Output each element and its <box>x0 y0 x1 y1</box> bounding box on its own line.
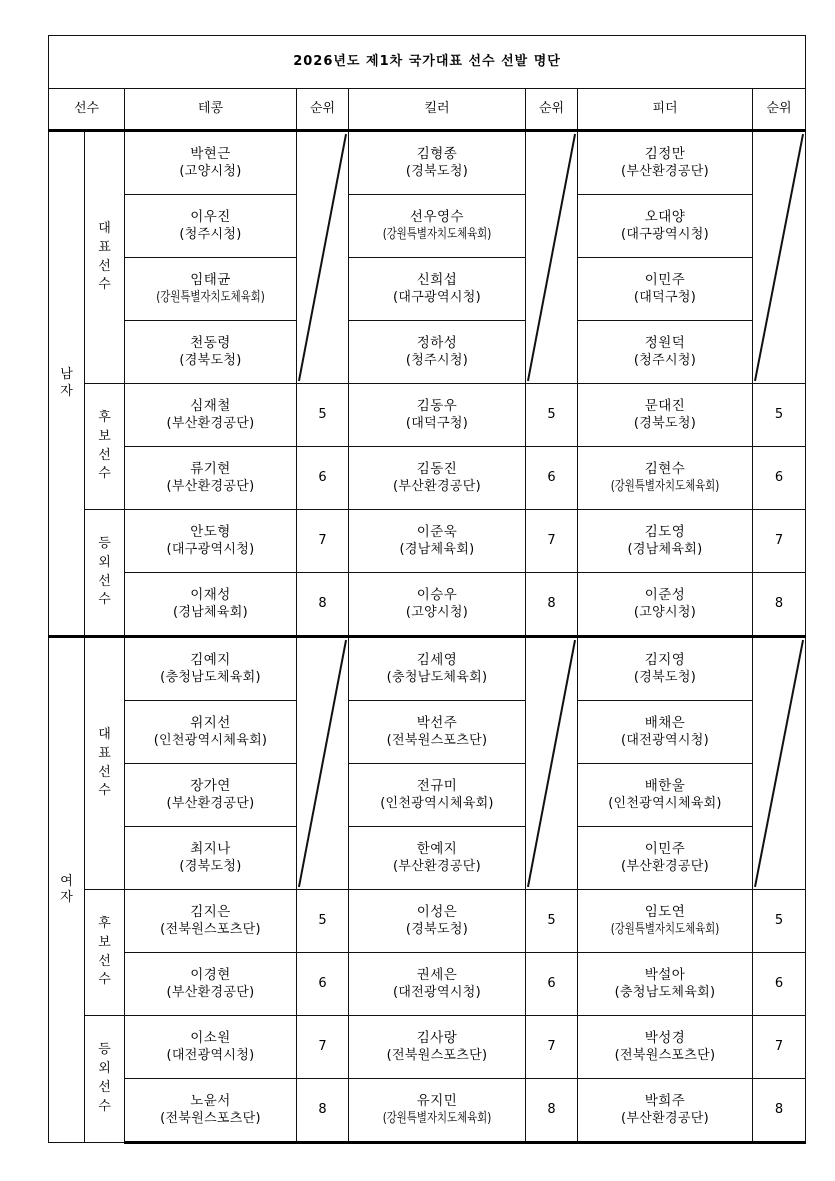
killer-player-org: (대구광역시청) <box>393 290 481 306</box>
feeder-player-name: 배채은 <box>644 715 686 732</box>
feeder-player-org: (부산환경공단) <box>621 1111 709 1127</box>
tekong-player-org: (경북도청) <box>179 353 242 369</box>
vertical-char: 수 <box>98 592 111 608</box>
feeder-player-org: (경북도청) <box>633 670 697 686</box>
tekong-player-name: 이소원 <box>190 1030 231 1047</box>
feeder-player-org: (청주시청) <box>633 353 697 369</box>
vertical-char: 선 <box>98 258 111 274</box>
gender-label-male <box>49 131 85 637</box>
diagonal-strike-icon <box>753 132 805 383</box>
feeder-player-name: 김지영 <box>644 652 686 669</box>
killer-player-name: 권세은 <box>416 967 458 984</box>
tekong-player-org: (대구광역시청) <box>166 542 255 558</box>
vertical-char: 등 <box>98 1042 111 1058</box>
killer-player-cell <box>349 573 526 637</box>
vertical-char: 수 <box>98 783 111 799</box>
table-row <box>49 1079 806 1143</box>
feeder-player-name: 박희주 <box>644 1093 686 1110</box>
group-label <box>85 1016 125 1143</box>
diagonal-strike-icon <box>526 638 577 889</box>
rank-3-empty <box>753 637 806 890</box>
tekong-player-cell <box>125 131 297 195</box>
rank-2: 8 <box>526 573 578 637</box>
group-label-text <box>85 1041 124 1116</box>
tekong-player-name: 이경현 <box>190 967 231 984</box>
tekong-player-org: (청주시청) <box>179 227 242 243</box>
tekong-player-org: (대전광역시청) <box>166 1048 255 1064</box>
feeder-player-org: (대덕구청) <box>633 290 697 306</box>
feeder-player-cell <box>578 701 753 764</box>
feeder-player-org: (경남체육회) <box>627 542 703 558</box>
killer-player-cell <box>349 827 526 890</box>
gender-label-text <box>49 874 84 907</box>
killer-player-name: 박선주 <box>416 715 458 732</box>
killer-player-name: 김형종 <box>416 146 458 163</box>
rank-1: 5 <box>297 890 349 953</box>
table-row <box>49 764 806 827</box>
table-row <box>49 447 806 510</box>
feeder-player-name: 문대진 <box>644 398 686 415</box>
killer-player-name: 이성은 <box>416 904 458 921</box>
vertical-char: 선 <box>98 573 111 589</box>
vertical-char: 표 <box>98 239 111 255</box>
tekong-player-org: (부산환경공단) <box>166 479 255 495</box>
killer-player-org: (인천광역시체육회) <box>380 796 494 812</box>
tekong-player-cell <box>125 637 297 701</box>
killer-player-cell <box>349 637 526 701</box>
rank-2: 5 <box>526 890 578 953</box>
killer-player-org: (전북원스포츠단) <box>386 733 488 749</box>
feeder-player-org: (강원특별자치도체육회) <box>610 479 720 495</box>
rank-3: 7 <box>753 1016 806 1079</box>
feeder-player-org: (강원특별자치도체육회) <box>610 922 720 938</box>
diagonal-strike-icon <box>753 638 805 889</box>
header-rank-1: 순위 <box>297 89 349 131</box>
table-row <box>49 827 806 890</box>
tekong-player-cell <box>125 258 297 321</box>
killer-player-cell <box>349 701 526 764</box>
group-label <box>85 384 125 510</box>
header-row <box>49 89 806 131</box>
tekong-player-org: (강원특별자치도체육회) <box>156 290 265 306</box>
vertical-char: 자 <box>60 383 73 399</box>
feeder-player-name: 김정만 <box>644 146 686 163</box>
rank-3-empty <box>753 131 806 384</box>
tekong-player-cell <box>125 384 297 447</box>
tekong-player-name: 노윤서 <box>190 1093 231 1110</box>
killer-player-org: (경북도청) <box>405 922 469 938</box>
killer-player-org: (대전광역시청) <box>393 985 481 1001</box>
rank-3: 5 <box>753 384 806 447</box>
tekong-player-org: (경남체육회) <box>172 605 249 621</box>
killer-player-org: (충청남도체육회) <box>386 670 488 686</box>
group-label <box>85 637 125 890</box>
vertical-char: 대 <box>98 726 111 742</box>
page-title: 2026년도 제1차 국가대표 선수 선발 명단 <box>49 36 806 89</box>
vertical-char: 후 <box>98 409 111 425</box>
group-label-text <box>85 409 124 484</box>
rank-3: 6 <box>753 447 806 510</box>
killer-player-org: (전북원스포츠단) <box>386 1048 488 1064</box>
group-label-text <box>85 220 124 295</box>
group-label-text <box>85 726 124 801</box>
feeder-player-name: 김현수 <box>644 461 686 478</box>
tekong-player-name: 이재성 <box>190 587 231 604</box>
killer-player-name: 선우영수 <box>409 209 465 226</box>
diagonal-strike-icon <box>297 638 348 889</box>
rank-1: 8 <box>297 573 349 637</box>
tekong-player-cell <box>125 1016 297 1079</box>
killer-player-name: 한예지 <box>416 841 458 858</box>
tekong-player-org: (부산환경공단) <box>166 796 255 812</box>
killer-player-cell <box>349 1016 526 1079</box>
killer-player-org: (대덕구청) <box>405 416 469 432</box>
rank-1: 8 <box>297 1079 349 1143</box>
feeder-player-cell <box>578 573 753 637</box>
vertical-char: 대 <box>98 220 111 236</box>
killer-player-cell <box>349 131 526 195</box>
vertical-char: 외 <box>98 554 111 570</box>
killer-player-name: 김동우 <box>416 398 458 415</box>
vertical-char: 남 <box>60 367 73 383</box>
killer-player-cell <box>349 953 526 1016</box>
rank-3: 6 <box>753 953 806 1016</box>
table-row <box>49 1016 806 1079</box>
killer-player-name: 전규미 <box>416 778 458 795</box>
diagonal-strike-icon <box>526 132 577 383</box>
table-row <box>49 384 806 447</box>
killer-player-cell <box>349 890 526 953</box>
header-rank-3: 순위 <box>753 89 806 131</box>
tekong-player-org: (고양시청) <box>179 164 242 180</box>
tekong-player-org: (인천광역시체육회) <box>153 733 268 749</box>
tekong-player-name: 심재철 <box>190 398 231 415</box>
vertical-char: 수 <box>98 1098 111 1114</box>
killer-player-cell <box>349 1079 526 1143</box>
feeder-player-cell <box>578 637 753 701</box>
table-row <box>49 131 806 195</box>
vertical-char: 후 <box>98 915 111 931</box>
tekong-player-name: 안도형 <box>190 524 231 541</box>
rank-2: 7 <box>526 510 578 573</box>
rank-1-empty <box>297 637 349 890</box>
group-label <box>85 890 125 1016</box>
killer-player-cell <box>349 321 526 384</box>
tekong-player-cell <box>125 953 297 1016</box>
tekong-player-name: 박현근 <box>190 146 231 163</box>
feeder-player-name: 배한울 <box>644 778 686 795</box>
vertical-char: 자 <box>60 890 73 905</box>
table-row <box>49 510 806 573</box>
rank-2-empty <box>526 131 578 384</box>
tekong-player-cell <box>125 701 297 764</box>
tekong-player-cell <box>125 1079 297 1143</box>
vertical-char: 수 <box>98 466 111 482</box>
tekong-player-name: 최지나 <box>190 841 231 858</box>
feeder-player-org: (부산환경공단) <box>621 164 709 180</box>
table-row <box>49 321 806 384</box>
feeder-player-cell <box>578 1079 753 1143</box>
killer-player-org: (부산환경공단) <box>393 859 481 875</box>
vertical-char: 선 <box>98 764 111 780</box>
killer-player-org: (고양시청) <box>405 605 469 621</box>
rank-2: 8 <box>526 1079 578 1143</box>
feeder-player-cell <box>578 890 753 953</box>
feeder-player-name: 박설아 <box>644 967 686 984</box>
killer-player-cell <box>349 384 526 447</box>
killer-player-cell <box>349 447 526 510</box>
header-athlete: 선수 <box>49 89 125 131</box>
tekong-player-cell <box>125 764 297 827</box>
killer-player-org: (강원특별자치도체육회) <box>382 1111 492 1127</box>
killer-player-name: 정하성 <box>416 335 458 352</box>
feeder-player-cell <box>578 510 753 573</box>
feeder-player-cell <box>578 321 753 384</box>
feeder-player-name: 박성경 <box>644 1030 686 1047</box>
feeder-player-cell <box>578 447 753 510</box>
title-row <box>49 36 806 89</box>
killer-player-name: 이준욱 <box>416 524 458 541</box>
table-row <box>49 195 806 258</box>
diagonal-strike-icon <box>297 132 348 383</box>
tekong-player-org: (경북도청) <box>179 859 242 875</box>
tekong-player-name: 류기현 <box>190 461 231 478</box>
rank-2: 5 <box>526 384 578 447</box>
vertical-char: 여 <box>60 873 73 889</box>
group-label <box>85 510 125 637</box>
tekong-player-name: 위지선 <box>190 715 231 732</box>
header-killer: 킬러 <box>349 89 526 131</box>
vertical-char: 표 <box>98 745 111 761</box>
tekong-player-name: 이우진 <box>190 209 231 226</box>
feeder-player-org: (대전광역시청) <box>621 733 709 749</box>
table-row <box>49 953 806 1016</box>
rank-3: 7 <box>753 510 806 573</box>
tekong-player-cell <box>125 447 297 510</box>
rank-1: 7 <box>297 510 349 573</box>
table-row <box>49 701 806 764</box>
table-row <box>49 890 806 953</box>
header-tekong: 테콩 <box>125 89 297 131</box>
killer-player-cell <box>349 510 526 573</box>
rank-1: 5 <box>297 384 349 447</box>
feeder-player-cell <box>578 131 753 195</box>
tekong-player-cell <box>125 195 297 258</box>
vertical-char: 선 <box>98 953 111 969</box>
tekong-player-cell <box>125 573 297 637</box>
feeder-player-name: 이민주 <box>644 841 686 858</box>
killer-player-name: 신희섭 <box>416 272 458 289</box>
rank-3: 8 <box>753 573 806 637</box>
killer-player-name: 김동진 <box>416 461 458 478</box>
feeder-player-org: (대구광역시청) <box>621 227 709 243</box>
tekong-player-name: 임태균 <box>190 272 231 289</box>
feeder-player-cell <box>578 764 753 827</box>
killer-player-org: (부산환경공단) <box>393 479 481 495</box>
tekong-player-org: (전북원스포츠단) <box>160 922 261 938</box>
killer-player-cell <box>349 258 526 321</box>
rank-1: 7 <box>297 1016 349 1079</box>
vertical-char: 보 <box>98 428 111 444</box>
killer-player-name: 김세영 <box>416 652 458 669</box>
rank-2: 6 <box>526 447 578 510</box>
rank-1-empty <box>297 131 349 384</box>
rank-2: 6 <box>526 953 578 1016</box>
tekong-player-org: (전북원스포츠단) <box>160 1111 261 1127</box>
roster-table <box>48 35 806 1144</box>
header-rank-2: 순위 <box>526 89 578 131</box>
vertical-char: 보 <box>98 934 111 950</box>
feeder-player-org: (경북도청) <box>633 416 697 432</box>
gender-label-text <box>49 367 84 400</box>
feeder-player-org: (부산환경공단) <box>621 859 709 875</box>
group-label-text <box>85 535 124 610</box>
killer-player-cell <box>349 764 526 827</box>
feeder-player-cell <box>578 195 753 258</box>
feeder-player-name: 이민주 <box>644 272 686 289</box>
feeder-player-cell <box>578 384 753 447</box>
feeder-player-name: 이준성 <box>644 587 686 604</box>
killer-player-cell <box>349 195 526 258</box>
vertical-char: 수 <box>98 972 111 988</box>
table-row <box>49 573 806 637</box>
tekong-player-name: 장가연 <box>190 778 231 795</box>
killer-player-name: 김사랑 <box>416 1030 458 1047</box>
feeder-player-cell <box>578 1016 753 1079</box>
vertical-char: 선 <box>98 1080 111 1095</box>
feeder-player-cell <box>578 827 753 890</box>
rank-2-empty <box>526 637 578 890</box>
table-row <box>49 637 806 701</box>
rank-1: 6 <box>297 447 349 510</box>
tekong-player-cell <box>125 827 297 890</box>
tekong-player-org: (충청남도체육회) <box>160 670 261 686</box>
rank-3: 5 <box>753 890 806 953</box>
tekong-player-name: 김지은 <box>190 904 231 921</box>
vertical-char: 선 <box>98 447 111 463</box>
group-label-text <box>85 915 124 990</box>
killer-player-org: (경남체육회) <box>399 542 475 558</box>
feeder-player-org: (충청남도체육회) <box>614 985 716 1001</box>
feeder-player-name: 정원덕 <box>644 335 686 352</box>
vertical-char: 외 <box>98 1061 111 1077</box>
tekong-player-cell <box>125 890 297 953</box>
killer-player-name: 이승우 <box>416 587 458 604</box>
feeder-player-cell <box>578 258 753 321</box>
feeder-player-name: 임도연 <box>644 904 686 921</box>
killer-player-org: (경북도청) <box>405 164 469 180</box>
tekong-player-org: (부산환경공단) <box>166 416 255 432</box>
killer-player-org: (청주시청) <box>405 353 469 369</box>
killer-player-org: (강원특별자치도체육회) <box>382 227 492 243</box>
vertical-char: 수 <box>98 277 111 293</box>
tekong-player-cell <box>125 321 297 384</box>
group-label <box>85 131 125 384</box>
tekong-player-name: 김예지 <box>190 652 231 669</box>
feeder-player-org: (전북원스포츠단) <box>614 1048 716 1064</box>
rank-1: 6 <box>297 953 349 1016</box>
feeder-player-cell <box>578 953 753 1016</box>
tekong-player-org: (부산환경공단) <box>166 985 255 1001</box>
tekong-player-name: 천동령 <box>190 335 231 352</box>
gender-label-female <box>49 637 85 1143</box>
table-row <box>49 258 806 321</box>
killer-player-name: 유지민 <box>416 1093 458 1110</box>
header-feeder: 피더 <box>578 89 753 131</box>
feeder-player-name: 오대양 <box>644 209 686 226</box>
vertical-char: 등 <box>98 535 111 551</box>
feeder-player-org: (고양시청) <box>633 605 697 621</box>
rank-2: 7 <box>526 1016 578 1079</box>
feeder-player-name: 김도영 <box>644 524 686 541</box>
tekong-player-cell <box>125 510 297 573</box>
rank-3: 8 <box>753 1079 806 1143</box>
feeder-player-org: (인천광역시체육회) <box>608 796 722 812</box>
